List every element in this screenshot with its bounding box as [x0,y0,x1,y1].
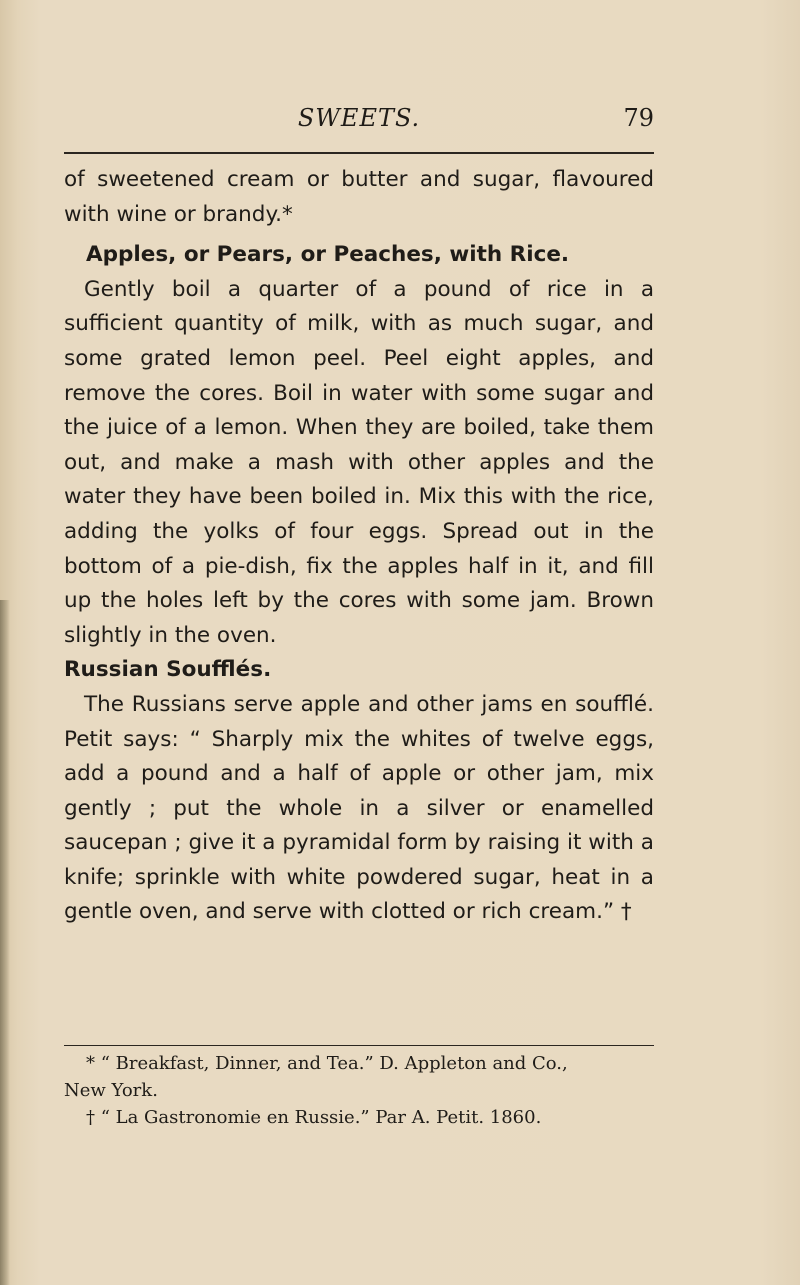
footnote-2: † “ La Gastronomie en Russie.” Par A. Petit. 1860. [86,1107,542,1128]
recipe-paragraph-apples: Gently boil a quarter of a pound of rice in a sufficient quantity of milk, with as much sugar, and some grated lemon peel. Peel eight apples, and remove the cores. Boil in water with some sugar and the juice of a lemon. When they are boiled, take them out, and make a mash with other apples and the water they have been boiled in. Mix this with the rice, adding the yolks of four eggs. Spread out in the bottom of a pie-dish, fix the apples half in it, and fill up the holes left by the cores with some jam. Brown slightly in the oven. [64,276,654,648]
header-rule [64,152,654,154]
footnote-1-line-2: New York. [64,1080,158,1101]
running-head [64,104,654,138]
footnote-rule [64,1045,654,1046]
recipe-paragraph-souffles: The Russians serve apple and other jams en soufflé. Petit says: “ Sharply mix the whites of twelve eggs, add a pound and a half of apple or other jam, mix gently ; put the whole in a silver or enamelled saucepan ; give it a pyramidal form by raising it with a knife; sprinkle with white powdered sugar, heat in a gentle oven, and serve with clotted or rich cream.” † [64,691,654,925]
footnotes [64,1050,654,1131]
page-number: 79 [623,104,654,132]
page-gutter-shadow [0,600,10,1285]
body-text [64,163,654,930]
recipe-heading-souffles: Russian Soufflés. [64,657,272,683]
recipe-heading-apples: Apples, or Pears, or Peaches, with Rice. [86,242,570,268]
intro-paragraph: of sweetened cream or butter and sugar, flavoured with wine or brandy.* [64,167,654,227]
running-title: SWEETS. [297,104,421,132]
footnote-1-line-1: * “ Breakfast, Dinner, and Tea.” D. Appleton and Co., [86,1053,568,1074]
